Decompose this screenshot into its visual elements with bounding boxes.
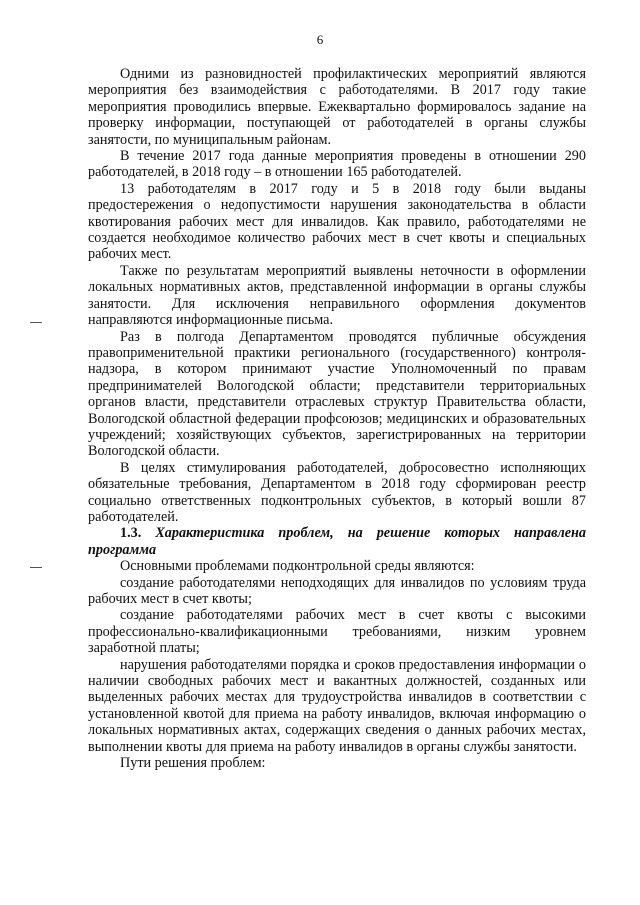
margin-mark — [30, 322, 42, 323]
paragraph: Раз в полгода Департаментом проводятся публичные обсуждения правоприменительной практики регионального (государственного) контроля-надзора, в котором принимают участие Уполномоченный по правам предпринимателей Вологодской области; представители территориальных органов власти, представители отраслевых структур Правительства области, Вологодской областной федерации профсоюзов; медицинских и образовательных учреждений; хозяйствующих субъектов, зарегистрированных на территории Вологодской области. — [88, 328, 586, 460]
paragraph: 13 работодателям в 2017 году и 5 в 2018 году были выданы предостережения о недопустимости нарушения законодательства в области квотирования рабочих мест для инвалидов. Как правило, работодателями не создается необходимое количество рабочих мест в счет квоты и специальных рабочих мест. — [88, 180, 586, 263]
paragraph: Также по результатам мероприятий выявлены неточности в оформлении локальных нормативных актов, представленной информации в органы службы занятости. Для исключения неправильного оформления документов направляются информационные письма. — [88, 262, 586, 329]
section-heading — [88, 525, 586, 558]
section-title: Характеристика проблем, на решение которых направлена программа — [88, 525, 586, 558]
list-item: создание работодателями неподходящих для инвалидов по условиям труда рабочих мест в счет квоты; — [88, 574, 586, 607]
paragraph: В целях стимулирования работодателей, добросовестно исполняющих обязательные требования, Департаментом в 2018 году сформирован реестр социально ответственных подконтрольных субъектов, в который вошли 87 работодателей. — [88, 459, 586, 525]
paragraph: Пути решения проблем: — [120, 755, 266, 772]
paragraph: Основными проблемами подконтрольной среды являются: — [120, 558, 475, 575]
section-number: 1.3. — [120, 525, 142, 542]
document-body — [88, 66, 586, 771]
margin-mark — [30, 567, 42, 568]
paragraph: Одними из разновидностей профилактических мероприятий являются мероприятия без взаимодействия с работодателями. В 2017 году такие мероприятия проводились впервые. Ежеквартально формировалось задание на проверку информации, поступающей от работодателей в органы службы занятости, по муниципальным районам. — [88, 66, 586, 148]
page-number: 6 — [316, 32, 324, 47]
list-item: создание работодателями рабочих мест в счет квоты с высокими профессионально-квалификационными требованиями, низким уровнем заработной платы; — [88, 607, 586, 657]
list-item: нарушения работодателями порядка и сроков предоставления информации о наличии свободных рабочих мест и вакантных должностей, созданных или выделенных рабочих местах для трудоустройства инвалидов в соответствии с установленной квотой для приема на работу инвалидов, включая информацию о локальных нормативных актах, содержащих сведения о данных рабочих местах, выполнении квоты для приема на работу инвалидов в органы службы занятости. — [88, 656, 586, 755]
paragraph: В течение 2017 года данные мероприятия проведены в отношении 290 работодателей, в 2018 году – в отношении 165 работодателей. — [88, 148, 586, 181]
